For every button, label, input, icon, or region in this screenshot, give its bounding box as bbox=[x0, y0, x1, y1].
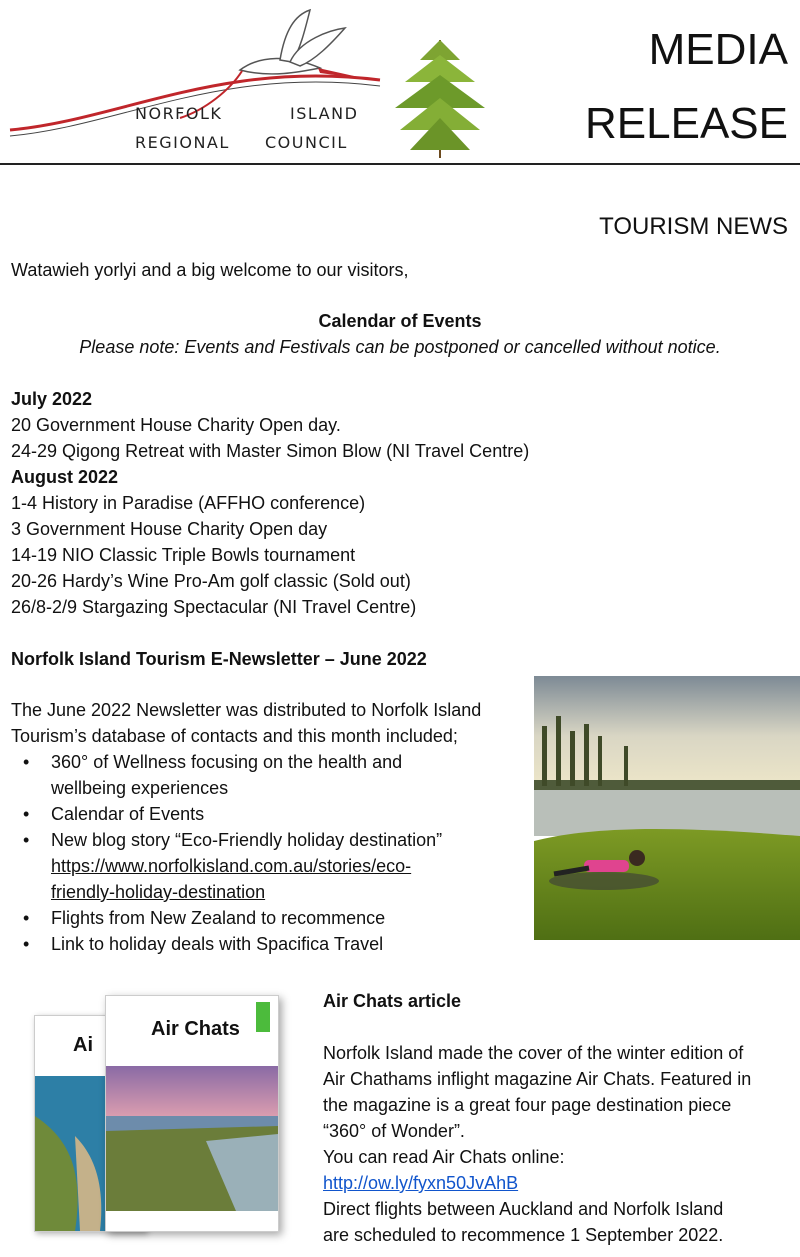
airchats-line: “360° of Wonder”. bbox=[323, 1121, 465, 1141]
blog-link[interactable]: https://www.norfolkisland.com.au/stories/eco- bbox=[51, 856, 412, 876]
list-item-text: • Link to holiday deals with Spacifica Travel bbox=[51, 934, 384, 954]
airchats-line: Air Chathams inflight magazine Air Chats. Featured in bbox=[323, 1069, 752, 1089]
month-heading-july: July 2022 bbox=[11, 389, 93, 409]
council-logo bbox=[0, 0, 500, 160]
list-item bbox=[11, 827, 531, 905]
lakeside-yoga-image bbox=[534, 676, 800, 940]
event-item: 14-19 NIO Classic Triple Bowls tournament bbox=[11, 545, 356, 565]
airchats-body bbox=[323, 1040, 793, 1248]
greeting: Watawieh yorlyi and a big welcome to our visitors, bbox=[11, 260, 409, 280]
logo-text-norfolk: NORFOLK bbox=[135, 104, 223, 123]
magazine-front-cover bbox=[105, 995, 279, 1232]
logo-text-council: COUNCIL bbox=[265, 133, 348, 152]
logo-text-island: ISLAND bbox=[290, 104, 359, 123]
airchats-line: Direct flights between Auckland and Norfolk Island bbox=[323, 1199, 724, 1219]
logo-graphic bbox=[0, 0, 500, 160]
airchats-line: the magazine is a great four page destination piece bbox=[323, 1095, 732, 1115]
release-title: RELEASE bbox=[585, 99, 788, 148]
magazine-covers bbox=[30, 995, 285, 1240]
magazine-title: Air Chats bbox=[151, 1018, 240, 1040]
newsletter-list bbox=[11, 749, 531, 957]
list-item-text: • 360° of Wellness focusing on the health and bbox=[51, 752, 403, 772]
newsletter-heading: Norfolk Island Tourism E-Newsletter – June 2022 bbox=[11, 649, 427, 669]
event-item: 3 Government House Charity Open day bbox=[11, 519, 328, 539]
magazine-back-title: Ai bbox=[73, 1034, 93, 1056]
blog-link-continued[interactable]: friendly-holiday-destination bbox=[51, 882, 266, 902]
list-item bbox=[11, 931, 531, 957]
newsletter-intro bbox=[11, 697, 531, 749]
media-title: MEDIA bbox=[648, 25, 788, 74]
list-item-text: • New blog story “Eco-Friendly holiday destination” bbox=[51, 830, 443, 850]
event-item: 20-26 Hardy’s Wine Pro-Am golf classic (Sold out) bbox=[11, 571, 411, 591]
header-divider bbox=[0, 163, 800, 165]
event-item: 26/8-2/9 Stargazing Spectacular (NI Travel Centre) bbox=[11, 597, 417, 617]
event-item: 1-4 History in Paradise (AFFHO conference) bbox=[11, 493, 366, 513]
event-item: 24-29 Qigong Retreat with Master Simon Blow (NI Travel Centre) bbox=[11, 441, 530, 461]
magazine-badge-icon bbox=[256, 1002, 270, 1032]
newsletter-intro-line: The June 2022 Newsletter was distributed to Norfolk Island bbox=[11, 700, 482, 720]
airchats-line: are scheduled to recommence 1 September 2022. bbox=[323, 1225, 724, 1245]
list-item-text: • Calendar of Events bbox=[51, 804, 205, 824]
calendar-list bbox=[11, 386, 791, 620]
airchats-link[interactable]: http://ow.ly/fyxn50JvAhB bbox=[323, 1173, 519, 1193]
list-item bbox=[11, 905, 531, 931]
calendar-note: Please note: Events and Festivals can be postponed or cancelled without notice. bbox=[79, 337, 721, 357]
island-aerial-image bbox=[106, 1066, 278, 1211]
airchats-heading: Air Chats article bbox=[323, 991, 462, 1011]
calendar-title: Calendar of Events bbox=[318, 311, 482, 331]
logo-text-regional: REGIONAL bbox=[135, 133, 230, 152]
section-title: TOURISM NEWS bbox=[599, 213, 788, 240]
wellness-photo bbox=[534, 676, 800, 940]
list-item bbox=[11, 749, 531, 801]
month-heading-august: August 2022 bbox=[11, 467, 119, 487]
tropicbird-icon bbox=[180, 10, 372, 118]
list-item-text: wellbeing experiences bbox=[51, 778, 229, 798]
airchats-line: Norfolk Island made the cover of the winter edition of bbox=[323, 1043, 744, 1063]
event-item: 20 Government House Charity Open day. bbox=[11, 415, 341, 435]
airchats-line: You can read Air Chats online: bbox=[323, 1147, 565, 1167]
list-item bbox=[11, 801, 531, 827]
list-item-text: • Flights from New Zealand to recommence bbox=[51, 908, 386, 928]
newsletter-intro-line: Tourism’s database of contacts and this month included; bbox=[11, 726, 458, 746]
norfolk-pine-icon bbox=[395, 40, 485, 158]
